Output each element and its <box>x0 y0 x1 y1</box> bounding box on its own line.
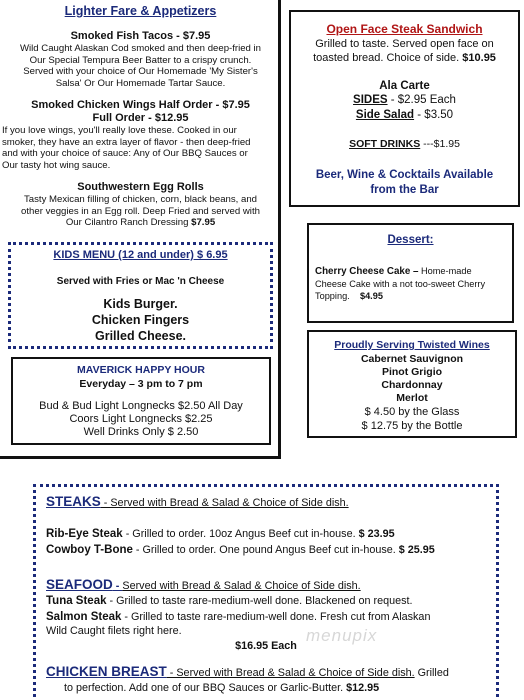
wine-list <box>309 353 515 405</box>
steaks-heading: STEAKS <box>46 494 101 509</box>
seafood-heading-desc: Served with Bread & Salad & Choice of Side dish. <box>122 580 361 592</box>
tuna-desc: - Grilled to taste rare-medium-well done. Blackened on request. <box>106 595 413 607</box>
dessert-line <box>315 290 511 302</box>
desc-line: Salsa' Or Our Homemade Tartar Sauce. <box>55 77 226 89</box>
wine-item: Chardonnay <box>381 379 443 391</box>
desc-line: Our tasty hot wing sauce. <box>2 159 111 171</box>
dessert-item <box>315 265 511 302</box>
ala-carte-heading: Ala Carte <box>379 80 430 92</box>
steak-sandwich-description <box>291 38 518 65</box>
salmon-line <box>46 610 496 638</box>
kids-menu-box <box>8 242 273 349</box>
menupix-watermark: menupix <box>306 626 378 645</box>
bar-availability <box>291 168 518 197</box>
desc-line <box>291 52 518 66</box>
tbone-desc: - Grilled to order. One pound Angus Beef cut in-house. <box>132 544 399 556</box>
wings-description <box>2 125 274 171</box>
salmon-desc: - Grilled to taste rare-medium-well done. Fresh cut from Alaskan <box>121 611 431 623</box>
chicken-heading: CHICKEN BREAST <box>46 664 167 679</box>
dessert-name: Cherry Cheese Cake – <box>315 266 419 277</box>
steaks-heading-line <box>46 493 496 511</box>
fish-tacos-description <box>0 43 281 89</box>
seafood-heading-line <box>46 576 496 594</box>
desc-text: toasted bread. Choice of side. <box>313 51 460 64</box>
wine-box <box>307 330 517 438</box>
wine-bottle-price: $ 12.75 by the Bottle <box>361 419 463 432</box>
sides-line <box>291 94 518 106</box>
ribeye-desc: - Grilled to order. 10oz Angus Beef cut in-house. <box>122 528 359 540</box>
tbone-name: Cowboy T-Bone <box>46 544 133 556</box>
bar-line: Beer, Wine & Cocktails Available <box>315 169 494 181</box>
egg-rolls-price: $7.95 <box>191 217 216 229</box>
ribeye-name: Rib-Eye Steak <box>46 528 123 540</box>
kids-item: Grilled Cheese. <box>94 329 186 343</box>
egg-rolls-heading: Southwestern Egg Rolls <box>77 181 204 193</box>
soft-drinks-label: SOFT DRINKS <box>349 138 421 150</box>
chicken-desc-line <box>64 681 494 695</box>
dessert-line: Cheese Cake with a not too-sweet Cherry <box>315 279 486 289</box>
seafood-heading-dash: - <box>112 580 123 592</box>
soft-drinks-price: ---$1.95 <box>420 138 460 150</box>
wine-title: Proudly Serving Twisted Wines <box>334 339 490 351</box>
tbone-price: $ 25.95 <box>398 544 435 556</box>
side-salad-price: - $3.50 <box>414 109 454 121</box>
kids-menu-items <box>11 296 270 344</box>
wings-full-heading: Full Order - $12.95 <box>92 112 189 124</box>
dessert-title: Dessert: <box>387 234 434 246</box>
wings-half-heading: Smoked Chicken Wings Half Order - $7.95 <box>31 99 250 111</box>
chicken-price: $12.95 <box>346 682 380 694</box>
chicken-desc: to perfection. Add one of our BBQ Sauces or Garlic-Butter. <box>64 682 344 694</box>
fish-tacos-heading: Smoked Fish Tacos - $7.95 <box>70 30 211 42</box>
steak-sandwich-title: Open Face Steak Sandwich <box>326 22 483 36</box>
desc-line: If you love wings, you'll really love these. Cooked in our <box>2 125 237 136</box>
wine-item: Cabernet Sauvignon <box>360 353 464 365</box>
salmon-desc-line2: Wild Caught filets right here. <box>46 625 182 637</box>
happy-hour-line: Bud & Bud Light Longnecks $2.50 All Day <box>39 400 243 412</box>
kids-item: Chicken Fingers <box>91 313 190 327</box>
kids-item: Kids Burger. <box>103 297 178 311</box>
dessert-price: $4.95 <box>359 291 383 301</box>
steak-sandwich-price: $10.95 <box>462 51 496 64</box>
bar-line: from the Bar <box>370 183 439 196</box>
happy-hour-box <box>11 357 271 445</box>
happy-hour-line: Coors Light Longnecks $2.25 <box>69 413 213 425</box>
wine-prices <box>309 406 515 433</box>
chicken-heading-line <box>46 663 496 681</box>
steak-sandwich-box <box>289 10 520 207</box>
wine-item: Merlot <box>396 392 428 404</box>
ribeye-price: $ 23.95 <box>358 528 395 540</box>
tuna-name: Tuna Steak <box>46 595 107 607</box>
desc-line: Served with your choice of Our Homemade 'My Sister's <box>23 66 258 78</box>
wine-glass-price: $ 4.50 by the Glass <box>364 406 460 418</box>
desc-line: and with your choice of sauce: Any of Our BBQ Sauces or <box>2 148 248 160</box>
wine-item: Pinot Grigio <box>381 366 443 378</box>
egg-rolls-description <box>0 194 281 229</box>
side-salad-line <box>291 109 518 121</box>
salmon-name: Salmon Steak <box>46 611 122 623</box>
chicken-heading-desc2: Grilled <box>414 667 449 679</box>
dessert-desc: Topping. <box>315 291 350 301</box>
ribeye-line <box>46 527 498 541</box>
steaks-heading-desc: - Served with Bread & Salad & Choice of Side dish. <box>100 497 349 509</box>
kids-menu-title: KIDS MENU (12 and under) $ 6.95 <box>53 249 228 261</box>
lighter-fare-title: Lighter Fare & Appetizers <box>64 4 217 18</box>
desc-line: smoker, they have an extra layer of flavor - then deep-fried <box>2 136 251 148</box>
happy-hour-hours: Everyday – 3 pm to 7 pm <box>79 378 203 390</box>
happy-hour-title: MAVERICK HAPPY HOUR <box>77 364 205 376</box>
desc-line: Wild Caught Alaskan Cod smoked and then deep-fried in <box>19 43 262 54</box>
desc-text: Our Cilantro Ranch Dressing <box>65 217 189 229</box>
kids-menu-served: Served with Fries or Mac 'n Cheese <box>56 276 225 287</box>
happy-hour-line: Well Drinks Only $ 2.50 <box>83 426 199 438</box>
dessert-box <box>307 223 514 323</box>
desc-line: other veggies in an Egg roll. Deep Fried and served with <box>21 205 260 217</box>
seafood-heading: SEAFOOD <box>46 577 113 592</box>
soft-drinks-line <box>291 138 518 150</box>
dessert-line <box>315 265 511 278</box>
desc-line: Grilled to taste. Served open face on <box>315 38 494 50</box>
tbone-line <box>46 543 506 557</box>
desc-line: Our Special Tempura Beer Batter to a crispy crunch. <box>29 54 252 66</box>
seafood-price: $16.95 Each <box>235 640 297 652</box>
desc-line <box>0 217 281 229</box>
tuna-line <box>46 594 496 608</box>
dessert-desc: Home-made <box>418 266 472 276</box>
sides-label: SIDES <box>353 94 388 106</box>
happy-hour-specials <box>13 400 269 439</box>
side-salad-label: Side Salad <box>355 109 415 121</box>
sides-price: - $2.95 Each <box>387 94 456 106</box>
desc-line: Tasty Mexican filling of chicken, corn, black beans, and <box>23 194 258 205</box>
chicken-heading-desc: - Served with Bread & Salad & Choice of Side dish. <box>166 667 415 679</box>
